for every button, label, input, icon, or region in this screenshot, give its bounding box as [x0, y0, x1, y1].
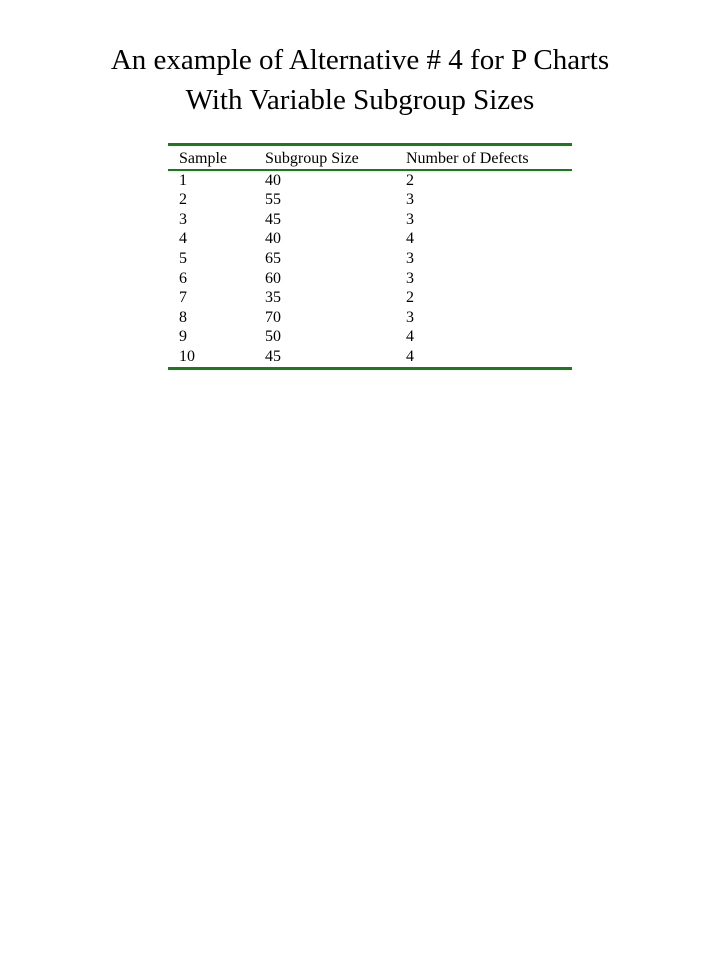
slide-title-line-1: An example of Alternative # 4 for P Charts — [110, 44, 610, 76]
cell-subgroup-size: 50 — [265, 328, 281, 346]
cell-number-of-defects: 3 — [406, 308, 414, 326]
column-header-subgroup-size: Subgroup Size — [265, 150, 359, 167]
table-header — [168, 145, 572, 170]
slide-title-line-2: With Variable Subgroup Sizes — [185, 84, 535, 116]
table-row — [168, 249, 572, 269]
cell-subgroup-size: 45 — [265, 210, 281, 228]
table-header-row — [168, 145, 572, 170]
cell-sample: 2 — [179, 191, 187, 209]
cell-subgroup-size: 40 — [265, 230, 281, 248]
cell-subgroup-size: 60 — [265, 269, 281, 287]
cell-subgroup-size: 45 — [265, 347, 281, 365]
cell-subgroup-size: 55 — [265, 191, 281, 209]
cell-sample: 7 — [179, 289, 187, 307]
cell-number-of-defects: 4 — [406, 347, 414, 365]
defects-table-container — [168, 143, 572, 370]
cell-number-of-defects: 3 — [406, 269, 414, 287]
table-row — [168, 170, 572, 191]
table-row — [168, 308, 572, 328]
cell-sample: 5 — [179, 249, 187, 267]
cell-subgroup-size: 35 — [265, 289, 281, 307]
column-header-sample: Sample — [179, 150, 227, 167]
table-row — [168, 327, 572, 347]
cell-sample: 10 — [179, 347, 195, 365]
table-row — [168, 190, 572, 210]
cell-sample: 6 — [179, 269, 187, 287]
table-body — [168, 170, 572, 368]
table-row — [168, 269, 572, 289]
defects-table — [168, 143, 572, 370]
column-header-number-of-defects: Number of Defects — [406, 150, 529, 167]
table-row — [168, 347, 572, 368]
cell-subgroup-size: 70 — [265, 308, 281, 326]
cell-number-of-defects: 4 — [406, 328, 414, 346]
cell-sample: 4 — [179, 230, 187, 248]
cell-sample: 1 — [179, 171, 187, 189]
table-row — [168, 288, 572, 308]
cell-number-of-defects: 3 — [406, 191, 414, 209]
cell-number-of-defects: 2 — [406, 171, 414, 189]
cell-number-of-defects: 3 — [406, 210, 414, 228]
table-row — [168, 229, 572, 249]
cell-subgroup-size: 40 — [265, 171, 281, 189]
cell-number-of-defects: 2 — [406, 289, 414, 307]
cell-number-of-defects: 4 — [406, 230, 414, 248]
cell-sample: 8 — [179, 308, 187, 326]
cell-sample: 3 — [179, 210, 187, 228]
cell-sample: 9 — [179, 328, 187, 346]
slide-title — [0, 40, 720, 120]
table-row — [168, 210, 572, 230]
cell-subgroup-size: 65 — [265, 249, 281, 267]
cell-number-of-defects: 3 — [406, 249, 414, 267]
